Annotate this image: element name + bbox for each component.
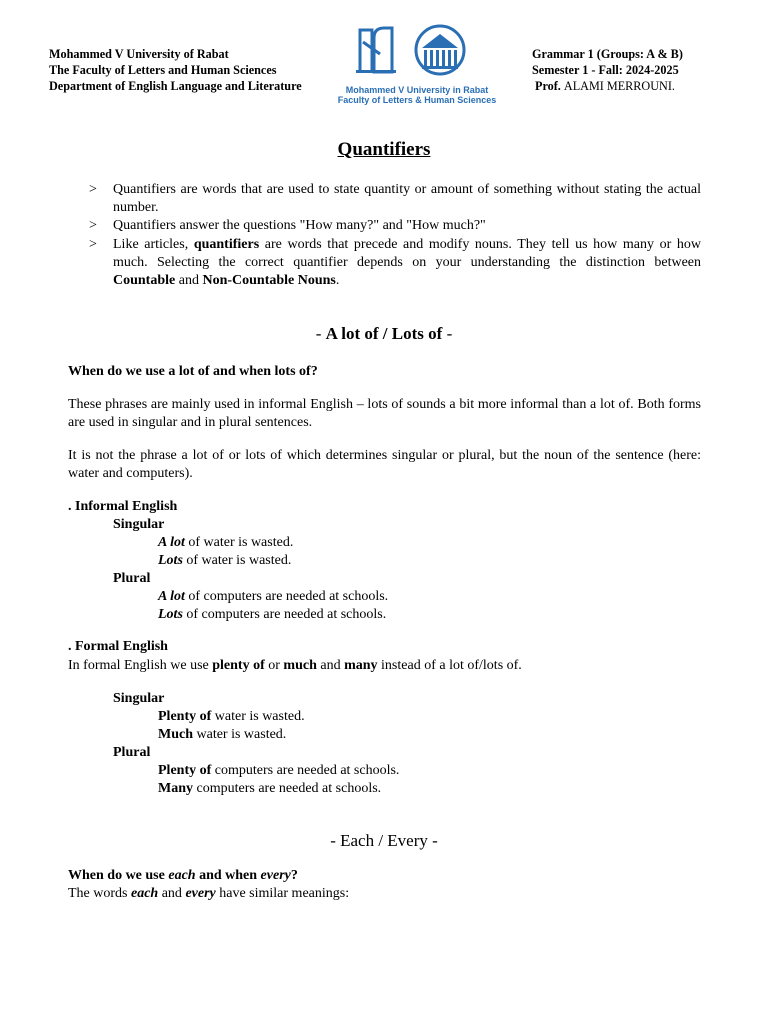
- question-heading: When do we use each and when every?: [68, 868, 298, 883]
- example-sentence: Lots of computers are needed at schools.: [158, 607, 387, 622]
- example-sentence: Lots of water is wasted.: [158, 553, 292, 568]
- bullet-text: Quantifiers answer the questions "How many?" and "How much?": [113, 218, 486, 233]
- paragraph: These phrases are mainly used in informal English – lots of sounds a bit more informal than a lot of. Both forms are used in singular and in plural sentences.: [68, 397, 701, 430]
- bullet-arrow-icon: >: [89, 218, 97, 233]
- example-sentence: Much water is wasted.: [158, 727, 287, 742]
- label-plural: Plural: [113, 745, 151, 760]
- bullet-text: Quantifiers are words that are used to state quantity or amount of something without stating the actual number.: [113, 182, 701, 215]
- section-heading-each-every: - Each / Every -: [330, 831, 438, 850]
- bullet-arrow-icon: >: [89, 182, 97, 197]
- course-block: [532, 46, 683, 94]
- university-name: Mohammed V University of Rabat: [49, 47, 229, 61]
- university-logo: [336, 22, 498, 105]
- course-name: Grammar 1 (Groups: A & B): [532, 47, 683, 61]
- page-title: Quantifiers: [337, 139, 431, 160]
- institution-block: [49, 46, 302, 94]
- logo-caption: Mohammed V University in Rabat Faculty of Letters & Human Sciences: [337, 85, 497, 105]
- bullet-arrow-icon: >: [89, 237, 97, 252]
- label-plural: Plural: [113, 571, 151, 586]
- bullet-item: [89, 181, 701, 217]
- example-sentence: Many computers are needed at schools.: [158, 781, 382, 796]
- semester: Semester 1 - Fall: 2024-2025: [532, 63, 679, 77]
- example-sentence: Plenty of computers are needed at schools.: [158, 763, 400, 778]
- subheading-formal: . Formal English: [68, 639, 168, 654]
- paragraph: In formal English we use plenty of or much and many instead of a lot of/lots of.: [68, 658, 522, 673]
- paragraph: It is not the phrase a lot of or lots of which determines singular or plural, but the noun of the sentence (here: water and computers).: [68, 448, 701, 481]
- professor: Prof. ALAMI MERROUNI.: [535, 79, 675, 93]
- subheading-informal: . Informal English: [68, 499, 178, 514]
- department-name: Department of English Language and Literature: [49, 79, 302, 93]
- example-sentence: Plenty of water is wasted.: [158, 709, 305, 724]
- section-heading-a-lot-of: - A lot of / Lots of -: [315, 324, 453, 343]
- bullet-text: Like articles, quantifiers are words that precede and modify nouns. They tell us how many or how much. Selecting the correct quantifier depends on your understanding the distinction between Countable and Non-Countable Nouns.: [113, 237, 701, 288]
- example-sentence: A lot of water is wasted.: [158, 535, 294, 550]
- label-singular: Singular: [113, 517, 165, 532]
- question-heading: When do we use a lot of and when lots of?: [68, 364, 318, 379]
- logo-emblem-icon: [336, 22, 498, 78]
- faculty-name: The Faculty of Letters and Human Sciences: [49, 63, 277, 77]
- example-sentence: A lot of computers are needed at schools.: [158, 589, 389, 604]
- label-singular: Singular: [113, 691, 165, 706]
- bullet-item: [89, 236, 701, 290]
- bullet-item: [89, 217, 701, 235]
- paragraph: The words each and every have similar meanings:: [68, 886, 350, 901]
